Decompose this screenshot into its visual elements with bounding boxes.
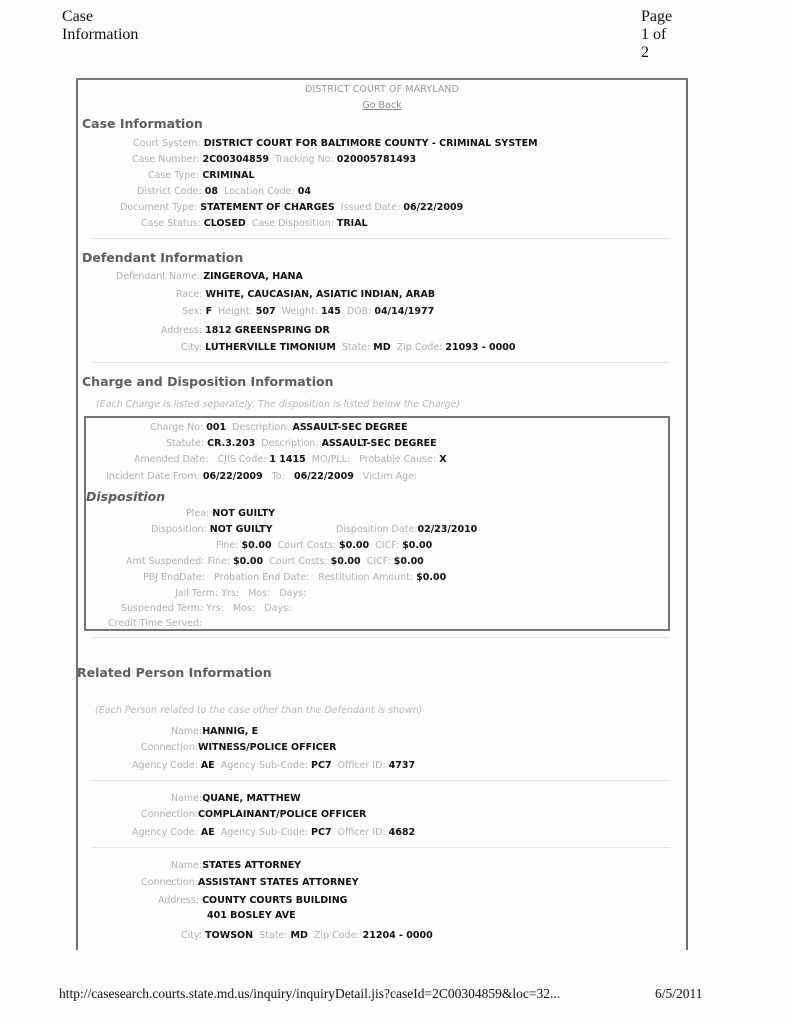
person-divider (92, 780, 670, 781)
charge-no-value: 001 (206, 422, 227, 433)
district-code-row (137, 186, 311, 197)
person-2-connection-row (141, 809, 366, 820)
footer-url: http://casesearch.courts.state.md.us/inquiry/inquiryDetail.jis?caseId=2C00304859&loc=32... (59, 986, 561, 1001)
agency-sub-code-label: Agency Sub-Code: (220, 827, 308, 838)
weight-label: Weight: (281, 306, 318, 317)
susp-yrs-label: Yrs: (206, 603, 224, 614)
sex-label: Sex: (182, 306, 203, 317)
tracking-no-value: 020005781493 (336, 154, 417, 165)
agency-code-value: AE (200, 827, 215, 838)
related-person-heading: Related Person Information (77, 665, 272, 680)
person-1-name-row (171, 726, 258, 737)
cicf-value: $0.00 (402, 540, 433, 551)
issued-date-value: 06/22/2009 (403, 202, 464, 213)
probable-cause-value: X (439, 454, 447, 465)
person-name-label: Name: (171, 726, 203, 737)
person-connection-value: ASSISTANT STATES ATTORNEY (197, 877, 359, 888)
address-value: 1812 GREENSPRING DR (205, 325, 330, 336)
location-code-label: Location Code: (223, 186, 295, 197)
person-connection-value: WITNESS/POLICE OFFICER (197, 742, 337, 753)
person-name-value: STATES ATTORNEY (202, 860, 302, 871)
incident-date-row (106, 471, 417, 482)
person-connection-label: Connection: (141, 809, 198, 820)
person-address-line2: 401 BOSLEY AVE (207, 910, 296, 921)
mo-pll-label: MO/PLL: (311, 454, 351, 465)
person-state-label: State: (259, 930, 288, 941)
agency-sub-code-value: PC7 (311, 827, 332, 838)
case-status-value: CLOSED (203, 218, 246, 229)
physical-row (182, 306, 434, 317)
susp-fine-label: Fine: (207, 556, 231, 567)
jail-days-label: Days: (279, 588, 307, 599)
incident-to-label: To: (271, 471, 285, 482)
susp-mos-label: Mos: (233, 603, 256, 614)
person-2-agency-row (132, 827, 415, 838)
susp-fine-value: $0.00 (233, 556, 264, 567)
charge-box (84, 416, 670, 631)
charges-note: (Each Charge is listed separately. The disposition is listed below the Charge) (96, 399, 461, 410)
print-header-title: Case Information (62, 8, 139, 43)
statute-value: CR.3.203 (207, 438, 256, 449)
amt-suspended-label: Amt Suspended: (126, 556, 205, 567)
person-3-city-row (181, 930, 433, 941)
plea-row (186, 508, 275, 519)
person-name-label: Name: (171, 860, 203, 871)
issued-date-label: Issued Date: (340, 202, 401, 213)
defendant-information-heading: Defendant Information (82, 250, 244, 265)
person-3-address-row (158, 895, 347, 906)
person-zip-value: 21204 - 0000 (362, 930, 433, 941)
defendant-address-row (161, 325, 330, 336)
credit-time-label: Credit Time Served: (108, 618, 203, 629)
case-number-value: 2C00304859 (202, 154, 269, 165)
person-name-label: Name: (171, 793, 203, 804)
tracking-no-label: Tracking No: (275, 154, 334, 165)
officer-id-value: 4737 (388, 760, 416, 771)
state-value: MD (373, 342, 391, 353)
case-number-row (132, 154, 416, 165)
victim-age-label: Victim Age: (362, 471, 418, 482)
susp-court-costs-value: $0.00 (330, 556, 361, 567)
person-name-value: QUANE, MATTHEW (202, 793, 301, 804)
probation-end-label: Probation End Date: (214, 572, 310, 583)
person-connection-label: Connection: (141, 877, 198, 888)
amt-suspended-row (126, 556, 424, 567)
section-divider (92, 362, 670, 363)
disposition-date-row (336, 524, 477, 535)
person-1-connection-row (141, 742, 336, 753)
defendant-name-value: ZINGEROVA, HANA (203, 271, 303, 282)
pbj-enddate-label: PBJ EndDate: (143, 572, 206, 583)
court-system-value: DISTRICT COURT FOR BALTIMORE COUNTY - CRIMINAL SYSTEM (203, 138, 538, 149)
fines-row (216, 540, 432, 551)
susp-days-label: Days: (264, 603, 292, 614)
person-zip-label: Zip Code: (313, 930, 360, 941)
person-3-name-row (171, 860, 301, 871)
incident-from-value: 06/22/2009 (202, 471, 263, 482)
person-2-name-row (171, 793, 301, 804)
credit-time-row (108, 618, 202, 629)
court-system-label: Court System: (133, 138, 201, 149)
case-disposition-label: Case Disposition: (251, 218, 334, 229)
person-city-value: TOWSON (205, 930, 254, 941)
cjis-code-label: CJIS Code: (217, 454, 267, 465)
charge-no-row (150, 422, 407, 433)
person-name-value: HANNIG, E (202, 726, 259, 737)
height-value: 507 (255, 306, 276, 317)
disposition-date-value: 02/23/2010 (417, 524, 478, 535)
person-city-label: City: (181, 930, 203, 941)
case-disposition-value: TRIAL (336, 218, 368, 229)
section-divider (92, 637, 670, 638)
city-value: LUTHERVILLE TIMONIUM (205, 342, 336, 353)
description-value: ASSAULT-SEC DEGREE (292, 422, 408, 433)
suspended-term-label: Suspended Term: (121, 603, 204, 614)
defendant-name-row (116, 271, 303, 282)
jail-yrs-label: Yrs: (221, 588, 240, 599)
case-number-label: Case Number: (132, 154, 200, 165)
disposition-row (151, 524, 272, 535)
susp-cicf-value: $0.00 (393, 556, 424, 567)
person-connection-label: Connection: (141, 742, 198, 753)
disposition-value: NOT GUILTY (209, 524, 273, 535)
defendant-name-label: Defendant Name: (116, 271, 201, 282)
address-label: Address: (161, 325, 203, 336)
state-label: State: (341, 342, 371, 353)
section-divider (92, 238, 670, 239)
susp-court-costs-label: Court Costs: (269, 556, 328, 567)
statute-label: Statute: (166, 438, 205, 449)
fine-label: Fine: (216, 540, 239, 551)
description-label: Description: (232, 422, 290, 433)
probable-cause-label: Probable Cause: (359, 454, 437, 465)
susp-cicf-label: CICF: (366, 556, 391, 567)
charge-disposition-heading: Charge and Disposition Information (82, 374, 334, 389)
person-connection-value: COMPLAINANT/POLICE OFFICER (197, 809, 367, 820)
race-label: Race: (176, 289, 203, 300)
page-number: Page 1 of 2 (641, 8, 673, 61)
defendant-city-row (181, 342, 515, 353)
court-title: DISTRICT COURT OF MARYLAND (304, 84, 460, 95)
race-row (176, 289, 435, 300)
charge-no-label: Charge No: (150, 422, 204, 433)
jail-mos-label: Mos: (248, 588, 271, 599)
statute-row (166, 438, 437, 449)
officer-id-label: Officer ID: (337, 760, 386, 771)
plea-value: NOT GUILTY (212, 508, 275, 519)
court-costs-value: $0.00 (339, 540, 370, 551)
weight-value: 145 (320, 306, 341, 317)
fine-value: $0.00 (241, 540, 272, 551)
document-type-row (120, 202, 463, 213)
agency-sub-code-label: Agency Sub-Code: (220, 760, 308, 771)
officer-id-value: 4682 (388, 827, 416, 838)
case-type-value: CRIMINAL (202, 170, 255, 181)
disposition-heading: Disposition (86, 489, 166, 504)
location-code-value: 04 (297, 186, 311, 197)
incident-from-label: Incident Date From: (106, 471, 200, 482)
cicf-label: CICF: (375, 540, 400, 551)
disposition-date-label: Disposition Date: (336, 524, 418, 535)
officer-id-label: Officer ID: (337, 827, 386, 838)
restitution-value: $0.00 (416, 572, 447, 583)
court-system-row (133, 138, 538, 149)
agency-code-label: Agency Code: (132, 760, 198, 771)
zip-label: Zip Code: (396, 342, 443, 353)
race-value: WHITE, CAUCASIAN, ASIATIC INDIAN, ARAB (205, 289, 436, 300)
dob-value: 04/14/1977 (374, 306, 435, 317)
document-type-value: STATEMENT OF CHARGES (200, 202, 335, 213)
case-information-heading: Case Information (82, 116, 203, 131)
zip-value: 21093 - 0000 (445, 342, 516, 353)
agency-code-value: AE (200, 760, 215, 771)
person-divider (92, 847, 670, 848)
sex-value: F (205, 306, 213, 317)
plea-label: Plea: (186, 508, 210, 519)
case-type-label: Case Type: (148, 170, 200, 181)
document-type-label: Document Type: (120, 202, 198, 213)
case-status-row (141, 218, 368, 229)
person-1-agency-row (132, 760, 415, 771)
case-status-label: Case Status: (141, 218, 201, 229)
district-code-label: District Code: (137, 186, 202, 197)
incident-to-value: 06/22/2009 (293, 471, 354, 482)
go-back-link[interactable]: Go Back (362, 100, 402, 111)
agency-sub-code-value: PC7 (311, 760, 332, 771)
court-costs-label: Court Costs: (277, 540, 337, 551)
height-label: Height: (218, 306, 253, 317)
cjis-code-value: 1 1415 (269, 454, 306, 465)
person-state-value: MD (290, 930, 308, 941)
city-label: City: (181, 342, 203, 353)
dob-label: DOB: (346, 306, 372, 317)
suspended-term-row (121, 603, 291, 614)
person-3-address-line2-row (207, 910, 296, 921)
statute-description-value: ASSAULT-SEC DEGREE (321, 438, 437, 449)
jail-term-label: Jail Term: (175, 588, 219, 599)
case-type-row (148, 170, 255, 181)
amended-row (134, 454, 447, 465)
related-note: (Each Person related to the case other than the Defendant is shown) (95, 705, 423, 716)
statute-description-label: Description: (261, 438, 319, 449)
person-address-line1: COUNTY COURTS BUILDING (202, 895, 348, 906)
agency-code-label: Agency Code: (132, 827, 198, 838)
restitution-label: Restitution Amount: (318, 572, 414, 583)
district-code-value: 08 (204, 186, 218, 197)
jail-term-row (175, 588, 306, 599)
footer-date: 6/5/2011 (655, 986, 703, 1001)
case-detail-frame (76, 78, 688, 950)
amended-date-label: Amended Date: (134, 454, 209, 465)
disposition-label: Disposition: (151, 524, 207, 535)
pbj-row (143, 572, 446, 583)
person-3-connection-row (141, 877, 359, 888)
person-address-label: Address: (158, 895, 200, 906)
